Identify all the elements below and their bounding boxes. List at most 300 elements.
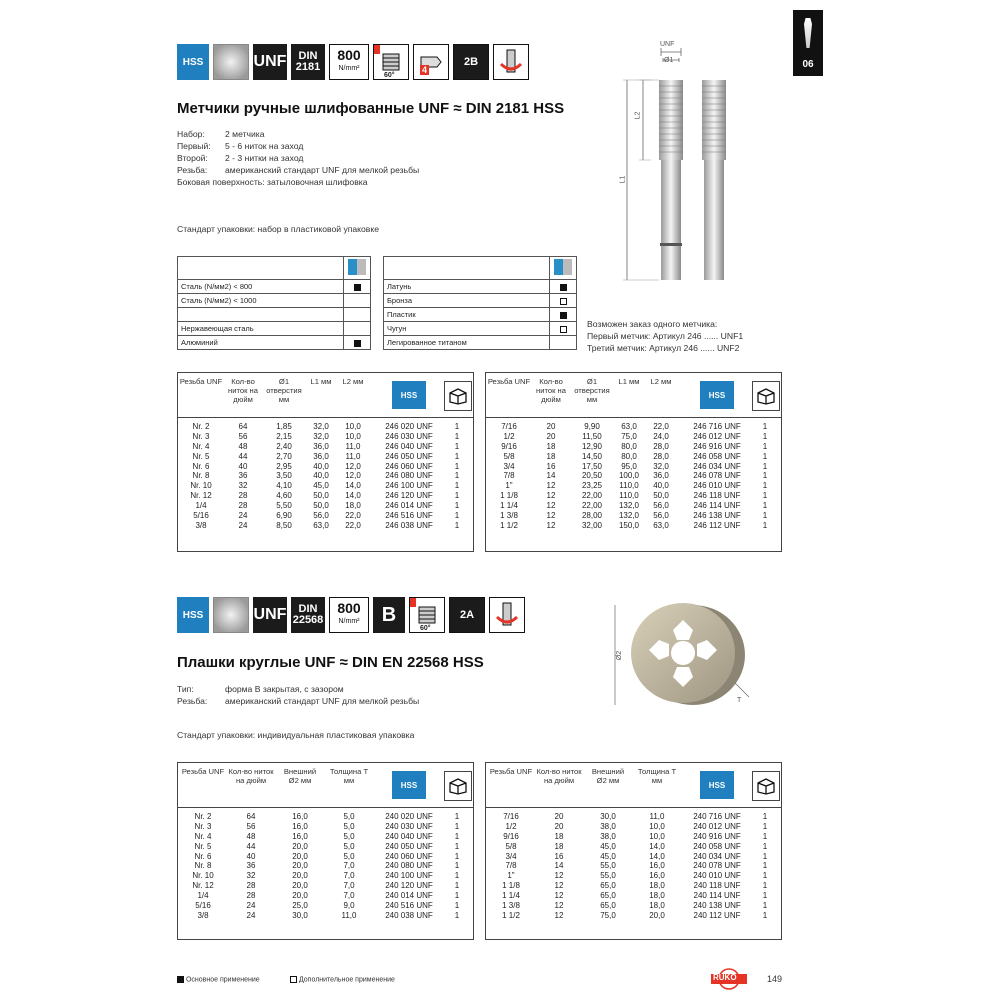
spec-row: Первый: 5 - 6 ниток на заход	[177, 141, 304, 151]
table-row	[178, 842, 473, 852]
table-cell: 50,0	[313, 491, 329, 501]
spec-row: Набор: 2 метчика	[177, 129, 265, 139]
taps-table-right	[485, 372, 782, 552]
table-cell: 64	[238, 422, 248, 431]
order-note: Возможен заказ одного метчика: Первый метчик: Артикул 246 ...... UNF1 Третий метчик: Артикул 246 ...... UNF2	[587, 319, 744, 353]
table-cell: 1/2	[503, 431, 515, 441]
table-cell: 9/16	[501, 441, 517, 451]
table-cell: 10,0	[649, 821, 665, 831]
table-cell: 7/16	[503, 812, 519, 821]
column-header: L2 мм	[650, 377, 672, 386]
table-cell: 1 1/8	[502, 881, 520, 891]
table-cell: 16,0	[292, 812, 308, 821]
table-row	[178, 861, 473, 871]
material-row	[178, 308, 371, 322]
table-cell: Nr. 2	[194, 812, 212, 821]
column-header: Ø1 отверстия мм	[574, 377, 610, 404]
table-cell: 32,0	[313, 431, 329, 441]
table-cell: 1,85	[276, 422, 292, 431]
table-cell: 48	[238, 441, 248, 451]
tap-drawing	[615, 38, 735, 288]
table-cell: 110,0	[619, 491, 639, 501]
section1-specs	[177, 128, 419, 188]
thread-angle-icon	[409, 597, 445, 633]
table-cell: 20	[554, 812, 564, 821]
table-cell: 1	[762, 812, 768, 821]
table-cell: Nr. 10	[192, 871, 214, 881]
table-cell: 1	[454, 910, 460, 920]
table-cell: 3/4	[503, 461, 515, 471]
flute-count: 4	[422, 65, 428, 75]
table-cell: 240 012 UNF	[693, 821, 741, 831]
filled-box	[560, 312, 567, 319]
table-cell: 40,0	[313, 461, 329, 471]
table-cell: 240 020 UNF	[385, 812, 433, 821]
table-cell: 20,0	[292, 881, 308, 891]
table-cell: 95,0	[621, 461, 637, 471]
table-cell: 5/16	[193, 511, 209, 521]
die-icon-strip	[177, 597, 525, 633]
tolerance-icon: 2B	[453, 44, 489, 80]
table-cell: 16	[554, 851, 564, 861]
table-cell: Nr. 8	[192, 471, 210, 481]
table-cell: 9,90	[584, 422, 600, 431]
table-row	[178, 871, 473, 881]
dies-table-left	[177, 762, 474, 940]
table-cell: 246 118 UNF	[693, 491, 741, 501]
table-cell: 5,0	[343, 821, 355, 831]
table-row	[486, 911, 781, 921]
table-cell: 1	[762, 471, 768, 481]
table-cell: 1	[454, 431, 460, 441]
table-cell: 12	[554, 910, 564, 920]
table-cell: Nr. 8	[194, 861, 212, 871]
table-cell: 20	[554, 821, 564, 831]
section2-specs	[177, 683, 419, 707]
table-cell: 11,0	[649, 812, 665, 821]
table-body	[178, 422, 473, 531]
table-cell: 7/8	[505, 861, 517, 871]
table-cell: 12,0	[345, 461, 361, 471]
material-strength-icon: 800 N/mm²	[329, 597, 369, 633]
unf-icon: UNF	[253, 44, 287, 80]
table-cell: 63,0	[313, 520, 329, 530]
legend-main: Основное применение	[177, 976, 260, 983]
table-cell: 1	[454, 871, 460, 881]
table-cell: 150,0	[618, 520, 640, 530]
table-row	[486, 501, 781, 511]
column-header: Ø1 отверстия мм	[266, 377, 302, 404]
table-cell: 1/2	[505, 821, 517, 831]
table-cell: 1 3/8	[500, 511, 518, 521]
table-cell: 16,0	[292, 821, 308, 831]
table-cell: 16	[546, 461, 556, 471]
table-cell: 22,0	[653, 422, 669, 431]
table-cell: 1	[762, 910, 768, 920]
table-cell: 240 916 UNF	[693, 831, 741, 841]
table-cell: 45,0	[600, 851, 616, 861]
table-cell: 1 1/2	[500, 520, 518, 530]
table-cell: 20	[546, 422, 556, 431]
table-cell: 38,0	[600, 831, 616, 841]
table-cell: 1	[454, 901, 460, 911]
table-row	[486, 812, 781, 822]
column-header: Кол-во ниток на дюйм	[228, 377, 258, 404]
table-cell: 20,0	[649, 910, 665, 920]
table-cell: 240 516 UNF	[385, 901, 433, 911]
table-cell: 7/16	[501, 422, 517, 431]
table-cell: 64	[246, 812, 256, 821]
table-cell: 132,0	[618, 501, 640, 511]
table-cell: 56,0	[313, 511, 329, 521]
table-cell: 12	[546, 520, 556, 530]
table-cell: 38,0	[600, 821, 616, 831]
table-cell: 14,0	[649, 841, 665, 851]
table-cell: 240 114 UNF	[693, 891, 741, 901]
table-row	[486, 891, 781, 901]
table-cell: 18	[554, 831, 564, 841]
column-header: Резьба UNF	[487, 377, 531, 386]
table-cell: 240 034 UNF	[693, 851, 741, 861]
table-cell: 1/4	[195, 501, 207, 511]
table-cell: 3,50	[276, 471, 292, 481]
table-row	[486, 521, 781, 531]
table-cell: Nr. 3	[194, 821, 212, 831]
table-row	[178, 521, 473, 531]
table-cell: 5,50	[276, 501, 292, 511]
table-cell: Nr. 10	[190, 481, 212, 491]
table-cell: 8,50	[276, 520, 292, 530]
table-cell: 63,0	[621, 422, 637, 431]
section2-title: Плашки круглые UNF ≈ DIN EN 22568 HSS	[177, 654, 484, 671]
table-cell: 1	[454, 520, 460, 530]
table-cell: 36	[246, 861, 256, 871]
table-cell: 75,0	[600, 910, 616, 920]
table-row	[178, 812, 473, 822]
diagram-label-t: T	[737, 697, 742, 704]
table-cell: 36	[238, 471, 248, 481]
table-cell: 1	[762, 861, 768, 871]
table-row	[178, 501, 473, 511]
filled-box	[354, 340, 361, 347]
table-cell: 56,0	[653, 501, 669, 511]
table-cell: 28	[246, 891, 256, 901]
table-cell: 36,0	[653, 471, 669, 481]
table-cell: 18	[546, 441, 556, 451]
table-cell: 10,0	[649, 831, 665, 841]
table-cell: 246 138 UNF	[693, 511, 741, 521]
table-cell: 240 716 UNF	[693, 812, 741, 821]
table-cell: 1"	[507, 871, 515, 881]
table-cell: 48	[246, 831, 256, 841]
table-cell: 45,0	[600, 841, 616, 851]
table-cell: 65,0	[600, 891, 616, 901]
table-cell: Nr. 12	[190, 491, 212, 501]
table-cell: 80,0	[621, 441, 637, 451]
table-cell: 1	[762, 841, 768, 851]
thread-angle-icon	[373, 44, 409, 80]
page-number: 149	[767, 974, 783, 984]
table-row	[178, 852, 473, 862]
material-icon	[348, 259, 366, 275]
table-cell: 44	[238, 451, 248, 461]
table-row	[178, 911, 473, 921]
table-cell: 7,0	[343, 881, 355, 891]
table-cell: 246 080 UNF	[385, 471, 433, 481]
material-row: Сталь (N/мм2) < 1000	[178, 294, 371, 308]
empty-box	[560, 298, 567, 305]
dies-table-right	[485, 762, 782, 940]
table-cell: 32,0	[653, 461, 669, 471]
column-header: Кол-во ниток на дюйм	[536, 767, 582, 785]
empty-box	[290, 976, 297, 983]
taps-table-left	[177, 372, 474, 552]
spec-row: Второй: 2 - 3 нитки на заход	[177, 153, 304, 163]
column-header: Кол-во ниток на дюйм	[536, 377, 566, 404]
table-cell: 12	[554, 891, 564, 901]
table-header	[178, 373, 473, 418]
table-cell: 1	[762, 422, 768, 431]
table-cell: 28,0	[653, 451, 669, 461]
table-cell: 246 058 UNF	[693, 451, 741, 461]
table-row	[486, 471, 781, 481]
table-cell: 11,0	[345, 451, 361, 461]
material-icon	[554, 259, 572, 275]
table-cell: 1	[454, 881, 460, 891]
table-cell: 22,0	[345, 520, 361, 530]
package-icon	[444, 771, 472, 801]
table-cell: 240 040 UNF	[385, 831, 433, 841]
section1-packaging: Стандарт упаковки: набор в пластиковой упаковке	[177, 224, 380, 234]
material-row: Чугун	[384, 322, 577, 336]
table-cell: 4,60	[276, 491, 292, 501]
table-cell: 16,0	[649, 871, 665, 881]
table-row	[486, 881, 781, 891]
ground-finish-icon	[213, 597, 249, 633]
table-cell: 7,0	[343, 861, 355, 871]
table-cell: 25,0	[292, 901, 308, 911]
table-cell: 50,0	[313, 501, 329, 511]
table-cell: 40	[238, 461, 248, 471]
table-cell: 36,0	[313, 441, 329, 451]
table-cell: 16,0	[649, 861, 665, 871]
table-cell: 65,0	[600, 881, 616, 891]
hss-icon: HSS	[177, 44, 209, 80]
table-cell: 1	[762, 501, 768, 511]
table-cell: 20,50	[581, 471, 603, 481]
table-cell: 1 1/8	[500, 491, 518, 501]
table-cell: 40,0	[313, 471, 329, 481]
table-cell: 56	[246, 821, 256, 831]
rotation-icon	[493, 44, 529, 80]
table-row	[178, 881, 473, 891]
ground-finish-icon	[213, 44, 249, 80]
table-cell: 5/8	[505, 841, 517, 851]
table-cell: 246 060 UNF	[385, 461, 433, 471]
table-body	[178, 812, 473, 921]
table-row	[178, 471, 473, 481]
table-cell: 20,0	[292, 841, 308, 851]
table-cell: 240 010 UNF	[693, 871, 741, 881]
material-row: Бронза	[384, 294, 577, 308]
tap-icon-strip	[177, 44, 529, 80]
table-cell: 246 010 UNF	[693, 481, 741, 491]
table-body	[486, 422, 781, 531]
table-cell: 1	[454, 851, 460, 861]
material-row: Пластик	[384, 308, 577, 322]
table-cell: 1	[762, 891, 768, 901]
table-header	[486, 763, 781, 808]
table-cell: 246 020 UNF	[385, 422, 433, 431]
table-cell: 1	[762, 821, 768, 831]
table-row	[486, 861, 781, 871]
table-cell: 18,0	[649, 881, 665, 891]
table-cell: 1	[454, 422, 460, 431]
table-cell: 24	[238, 520, 248, 530]
table-cell: 1	[762, 831, 768, 841]
hss-column-badge: HSS	[700, 381, 734, 409]
table-cell: 100,0	[618, 471, 640, 481]
materials-table-right	[383, 256, 577, 350]
section1-title: Метчики ручные шлифованные UNF ≈ DIN 2181 HSS	[177, 100, 565, 117]
angle-label: 60°	[420, 625, 431, 632]
table-cell: 3/8	[197, 910, 209, 920]
table-cell: 1	[454, 481, 460, 491]
package-icon	[752, 381, 780, 411]
table-cell: 40,0	[653, 481, 669, 491]
table-cell: 75,0	[621, 431, 637, 441]
table-cell: 1"	[505, 481, 513, 491]
tolerance-icon: 2A	[449, 597, 485, 633]
table-cell: 240 060 UNF	[385, 851, 433, 861]
table-row	[178, 481, 473, 491]
table-row	[178, 511, 473, 521]
table-cell: 20,0	[292, 851, 308, 861]
flute-count-icon	[413, 44, 449, 80]
table-cell: 1 1/4	[500, 501, 518, 511]
table-cell: 1/4	[197, 891, 209, 901]
table-cell: 5/8	[503, 451, 515, 461]
table-cell: 12,90	[581, 441, 603, 451]
table-cell: 1	[762, 871, 768, 881]
spec-row: Резьба: американский стандарт UNF для мелкой резьбы	[177, 696, 420, 706]
table-cell: 28	[238, 501, 248, 511]
table-row	[486, 822, 781, 832]
table-header	[178, 763, 473, 808]
spec-row: Боковая поверхность: затыловочная шлифовка	[177, 177, 368, 187]
table-cell: 246 516 UNF	[385, 511, 433, 521]
table-cell: 246 120 UNF	[385, 491, 433, 501]
diagram-label-unf: UNF	[660, 41, 675, 48]
table-cell: 240 014 UNF	[385, 891, 433, 901]
table-cell: 14,0	[649, 851, 665, 861]
table-cell: 3/4	[505, 851, 517, 861]
hss-column-badge: HSS	[392, 771, 426, 799]
table-cell: 1	[762, 441, 768, 451]
table-cell: 16,0	[292, 831, 308, 841]
table-row	[178, 452, 473, 462]
spec-row: Тип: форма В закрытая, с зазором	[177, 684, 344, 694]
table-cell: 20,0	[292, 871, 308, 881]
table-row	[486, 491, 781, 501]
table-cell: 1	[762, 491, 768, 501]
table-cell: 1	[454, 861, 460, 871]
table-cell: 20	[546, 431, 556, 441]
table-cell: 28	[238, 491, 248, 501]
table-cell: 6,90	[276, 511, 292, 521]
column-header: L1 мм	[310, 377, 332, 386]
package-icon	[752, 771, 780, 801]
table-cell: 1	[762, 451, 768, 461]
table-cell: 1	[454, 891, 460, 901]
table-row	[178, 432, 473, 442]
table-cell: 45,0	[313, 481, 329, 491]
table-cell: 12	[546, 501, 556, 511]
diagram-label-d2: Ø2	[616, 650, 624, 661]
column-header: Толщина T мм	[637, 767, 677, 785]
table-cell: 24	[246, 910, 256, 920]
column-header: Внешний Ø2 мм	[591, 767, 625, 785]
table-cell: 12	[554, 881, 564, 891]
table-row	[178, 462, 473, 472]
hss-column-badge: HSS	[700, 771, 734, 799]
table-cell: Nr. 3	[192, 431, 210, 441]
table-cell: 246 100 UNF	[385, 481, 433, 491]
table-cell: 246 030 UNF	[385, 431, 433, 441]
table-cell: 56,0	[653, 511, 669, 521]
table-cell: 246 716 UNF	[693, 422, 741, 431]
table-cell: 2,40	[276, 441, 292, 451]
spec-row: Резьба: американский стандарт UNF для мелкой резьбы	[177, 165, 420, 175]
column-header: L2 мм	[342, 377, 364, 386]
table-cell: 14	[546, 471, 556, 481]
table-cell: 11,0	[341, 910, 357, 920]
table-row	[486, 422, 781, 432]
table-cell: 63,0	[653, 520, 669, 530]
table-cell: 240 080 UNF	[385, 861, 433, 871]
table-cell: 246 012 UNF	[693, 431, 741, 441]
table-row	[486, 442, 781, 452]
table-cell: 32	[238, 481, 248, 491]
table-cell: 246 078 UNF	[693, 471, 741, 481]
table-cell: 246 112 UNF	[693, 520, 741, 530]
table-cell: 20,0	[292, 891, 308, 901]
rotation-icon	[489, 597, 525, 633]
table-cell: 22,00	[581, 501, 603, 511]
table-cell: 24	[246, 901, 256, 911]
table-cell: 240 030 UNF	[385, 821, 433, 831]
angle-label: 60°	[384, 72, 395, 79]
table-cell: 7,0	[343, 891, 355, 901]
table-cell: 132,0	[618, 511, 640, 521]
table-cell: 18,0	[345, 501, 361, 511]
table-cell: 246 050 UNF	[385, 451, 433, 461]
table-cell: 22,00	[581, 491, 603, 501]
table-row	[178, 901, 473, 911]
unf-icon: UNF	[253, 597, 287, 633]
table-cell: 28	[246, 881, 256, 891]
table-cell: Nr. 2	[192, 422, 210, 431]
table-row	[178, 832, 473, 842]
table-row	[486, 511, 781, 521]
table-header	[486, 373, 781, 418]
material-row: Алюминий	[178, 336, 371, 350]
table-row	[486, 481, 781, 491]
table-row	[178, 822, 473, 832]
table-cell: 55,0	[600, 871, 616, 881]
table-cell: 30,0	[292, 910, 308, 920]
table-cell: 2,15	[276, 431, 292, 441]
